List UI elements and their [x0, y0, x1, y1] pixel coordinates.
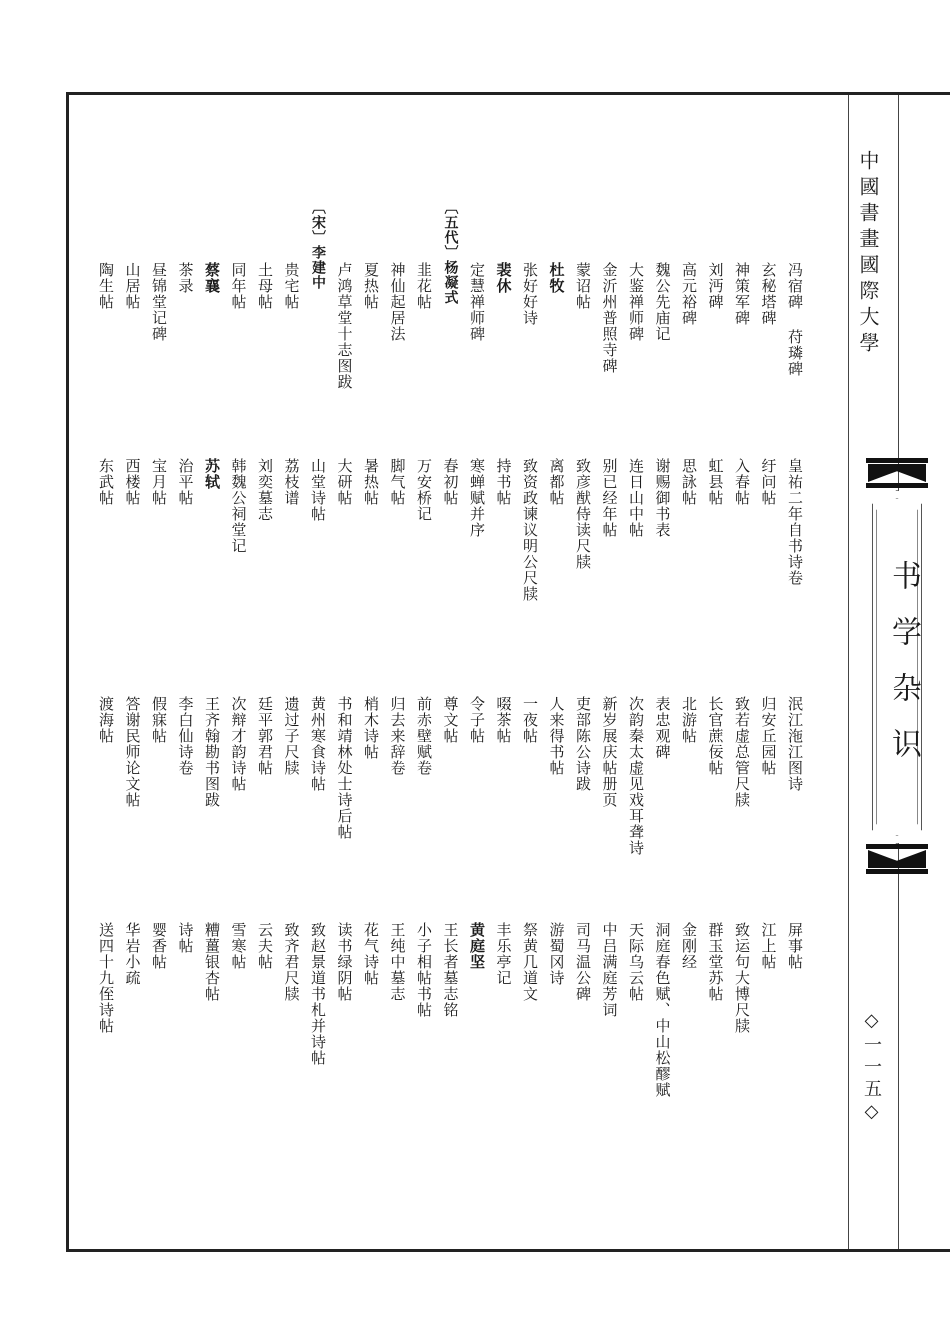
- work-title: 大研帖: [335, 458, 354, 506]
- work-title: 春初帖: [441, 458, 460, 506]
- work-title: 荔枝谱: [282, 458, 301, 506]
- work-title: 韩魏公祠堂记: [229, 458, 248, 554]
- work-title: 假寐帖: [150, 696, 168, 744]
- work-title: 群玉堂苏帖: [706, 922, 725, 1002]
- work-title: 黄州寒食诗帖: [309, 696, 327, 792]
- work-title: 致彦猷侍读尺牍: [574, 458, 592, 570]
- work-title: 致赵景道书札并诗帖: [309, 922, 327, 1066]
- work-title: 东武帖: [97, 458, 115, 506]
- work-title: 神策军碑: [733, 262, 751, 326]
- work-title: 脚气帖: [388, 458, 407, 506]
- work-title: 渡海帖: [97, 696, 115, 744]
- work-title: 尊文帖: [441, 696, 460, 744]
- work-title: 金沂州普照寺碑: [600, 262, 619, 374]
- calligrapher-name: 黄庭坚: [468, 922, 486, 970]
- work-title: 魏公先庙记: [653, 262, 672, 342]
- work-title: 人来得书帖: [547, 696, 566, 776]
- work-title: 玄秘塔碑: [759, 262, 778, 326]
- work-title: 读书绿阴帖: [335, 922, 354, 1002]
- work-title: 廷平郭君帖: [256, 696, 274, 776]
- work-title: 花气诗帖: [362, 922, 380, 986]
- work-title: 离都帖: [547, 458, 566, 506]
- work-title: 啜茶帖: [494, 696, 513, 744]
- work-title: 张好好诗: [521, 262, 539, 326]
- work-title: 长官蔗佞帖: [706, 696, 725, 776]
- work-title: 土母帖: [256, 262, 274, 310]
- work-title: 中吕满庭芳词: [600, 922, 619, 1018]
- work-title: 梢木诗帖: [362, 696, 380, 760]
- work-title: 前赤壁赋卷: [415, 696, 433, 776]
- work-title: 吏部陈公诗跋: [574, 696, 592, 792]
- section-ornament-bottom: [866, 844, 928, 874]
- work-title: 王齐翰勘书图跋: [203, 696, 221, 808]
- work-title: 谢赐御书表: [653, 458, 672, 538]
- work-title: 致若虚总管尺牍: [733, 696, 751, 808]
- work-title: 入春帖: [733, 458, 751, 506]
- work-title: 游蜀冈诗: [547, 922, 566, 986]
- work-title: 丰乐亭记: [494, 922, 513, 986]
- work-title: 小子相帖书帖: [415, 922, 433, 1018]
- work-title: 遗过子尺牍: [282, 696, 301, 776]
- work-title: 致运句大博尺牍: [733, 922, 751, 1034]
- work-title: 韭花帖: [415, 262, 433, 310]
- work-title: 归安丘园帖: [759, 696, 778, 776]
- work-title: 思詠帖: [680, 458, 698, 506]
- work-title: 茶录: [176, 262, 195, 294]
- work-title: 治平帖: [176, 458, 195, 506]
- work-title: 次韵秦太虚见戏耳聋诗: [627, 696, 645, 856]
- calligrapher-name: 蔡襄: [203, 262, 221, 294]
- work-title: 高元裕碑: [680, 262, 698, 326]
- work-title: 洞庭春色赋、中山松醪赋: [653, 922, 672, 1098]
- calligrapher-name: 杜牧: [547, 262, 566, 294]
- work-title: 云夫帖: [256, 922, 274, 970]
- calligrapher-name: 裴休: [494, 262, 513, 294]
- work-title: 王纯中墓志: [388, 922, 407, 1002]
- work-title: 江上帖: [759, 922, 778, 970]
- work-title: 祭黄几道文: [521, 922, 539, 1002]
- work-title: 山居帖: [123, 262, 142, 310]
- work-title: 大鉴禅师碑: [627, 262, 645, 342]
- work-title: 别已经年帖: [600, 458, 619, 538]
- work-title: 万安桥记: [415, 458, 433, 522]
- work-title: 连日山中帖: [627, 458, 645, 538]
- work-title: 冯宿碑 苻璘碑: [786, 262, 804, 377]
- work-title: 宝月帖: [150, 458, 168, 506]
- work-title: 华岩小疏: [123, 922, 142, 986]
- work-title: 卢鸿草堂十志图跋: [335, 262, 354, 390]
- work-title: 定慧禅师碑: [468, 262, 486, 342]
- work-title: 纡问帖: [759, 458, 778, 506]
- work-title: 一夜帖: [521, 696, 539, 744]
- work-title: 山堂诗帖: [309, 458, 327, 522]
- work-title: 夏热帖: [362, 262, 380, 310]
- work-title: 令子帖: [468, 696, 486, 744]
- work-title: 糟薑银杏帖: [203, 922, 221, 1002]
- work-title: 书和靖林处士诗后帖: [335, 696, 354, 840]
- work-title: 致资政谏议明公尺牍: [521, 458, 539, 602]
- work-title: 蒙诏帖: [574, 262, 592, 310]
- university-title: 中國書畫國際大學: [856, 150, 880, 358]
- work-title: 新岁展庆帖册页: [600, 696, 619, 808]
- work-title: 婴香帖: [150, 922, 168, 970]
- work-title: 昼锦堂记碑: [150, 262, 168, 342]
- calligrapher-name: 苏轼: [203, 458, 221, 490]
- work-title: 金刚经: [680, 922, 698, 970]
- work-title: 西楼帖: [123, 458, 142, 506]
- work-title: 刘奕墓志: [256, 458, 274, 522]
- work-title: 神仙起居法: [388, 262, 407, 342]
- work-title: 贵宅帖: [282, 262, 301, 310]
- calligrapher-name: 〔宋〕李建中: [310, 200, 326, 290]
- page-number: ◇一一五◇: [861, 1010, 882, 1126]
- work-title: 持书帖: [494, 458, 513, 506]
- work-title: 皇祐二年自书诗卷: [786, 458, 804, 586]
- work-title: 北游帖: [680, 696, 698, 744]
- work-title: 陶生帖: [97, 262, 115, 310]
- work-title: 屏事帖: [786, 922, 804, 970]
- work-title: 寒蝉赋并序: [468, 458, 486, 538]
- calligrapher-name: 〔五代〕杨凝式: [442, 200, 459, 305]
- work-title: 次辩才韵诗帖: [229, 696, 248, 792]
- margin-rule-left: [848, 95, 849, 1249]
- section-ornament-top: [866, 458, 928, 488]
- work-title: 雪寒帖: [229, 922, 248, 970]
- work-title: 虹县帖: [706, 458, 725, 506]
- work-title: 表忠观碑: [653, 696, 672, 760]
- work-title: 诗帖: [176, 922, 195, 954]
- work-title: 天际乌云帖: [627, 922, 645, 1002]
- work-title: 李白仙诗卷: [176, 696, 195, 776]
- section-title: 书学杂识: [886, 560, 921, 784]
- work-title: 送四十九侄诗帖: [97, 922, 115, 1034]
- work-title: 暑热帖: [362, 458, 380, 506]
- work-title: 答谢民师论文帖: [123, 696, 142, 808]
- work-title: 刘沔碑: [706, 262, 725, 310]
- work-title: 王长者墓志铭: [441, 922, 460, 1018]
- work-title: 致齐君尺牍: [282, 922, 301, 1002]
- work-title: 归去来辞卷: [388, 696, 407, 776]
- work-title: 同年帖: [229, 262, 248, 310]
- work-title: 司马温公碑: [574, 922, 592, 1002]
- work-title: 泯江沲江图诗: [786, 696, 804, 792]
